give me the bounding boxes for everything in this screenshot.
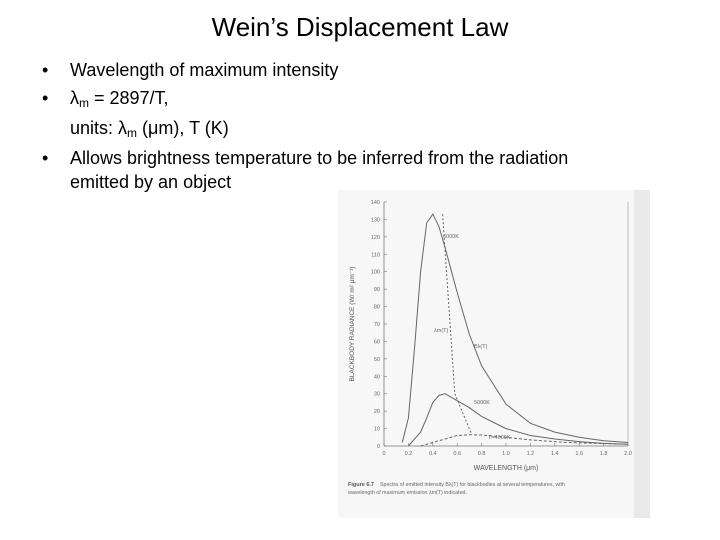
x-tick-label: 0.8 (477, 451, 486, 457)
caption-line1: Spectra of emitted intensity Bλ(T) for blackbodies at several temperatures, with (380, 482, 565, 488)
blackbody-plot (338, 190, 650, 518)
bullet-wien-formula (70, 86, 670, 115)
x-tick-label: 1.8 (599, 451, 608, 457)
x-tick-label: 1.4 (550, 451, 559, 457)
y-tick-label: 50 (373, 356, 380, 363)
y-tick-label: 130 (370, 217, 380, 224)
x-tick-label: 1.0 (502, 451, 510, 457)
x-tick-label: 0.6 (453, 451, 462, 457)
y-tick-label: 10 (373, 426, 380, 433)
y-tick-label: 60 (373, 339, 380, 346)
x-tick-label: 2.0 (624, 451, 632, 457)
bullet-marker: • (42, 88, 49, 108)
slide-title: Wein’s Displacement Law (211, 12, 509, 42)
units-label: units: (70, 118, 119, 138)
label-4000k: T=4000K (488, 435, 511, 441)
bullet-marker: • (42, 60, 49, 80)
y-axis-label: BLACKBODY RADIANCE (W/ m² μm⁻¹) (349, 266, 356, 382)
units-line (70, 116, 670, 145)
mu-symbol: μ (148, 118, 159, 138)
y-tick-label: 70 (373, 322, 380, 328)
x-tick-label: 0.4 (428, 451, 437, 457)
bullet-brightness-line1: Allows brightness temperature to be inferred from the radiation (70, 148, 569, 168)
x-tick-label: 1.6 (575, 451, 584, 457)
y-tick-label: 80 (373, 304, 380, 311)
lambda-subscript: m (79, 96, 89, 110)
x-tick-label: 1.2 (526, 451, 535, 457)
x-tick-label: 0.2 (404, 451, 413, 457)
lambda-subscript: m (127, 126, 138, 140)
bullet-brightness-line2: emitted by an object (70, 172, 232, 192)
y-tick-label: 100 (370, 269, 380, 276)
y-tick-label: 40 (373, 374, 380, 381)
y-tick-label: 140 (370, 200, 380, 206)
blackbody-figure (338, 190, 650, 518)
y-tick-label: 20 (373, 409, 380, 416)
label-6000k: 6000K (443, 234, 459, 240)
bullet-marker: • (42, 148, 49, 168)
units-paren: ( (137, 118, 149, 138)
caption-line2: wavelength of maximum emission λm(T) indicated. (348, 490, 467, 496)
y-tick-label: 120 (370, 234, 380, 241)
x-tick-label: 0 (382, 451, 386, 457)
y-tick-label: 90 (373, 287, 380, 294)
bullet-wavelength-max: Wavelength of maximum intensity (70, 60, 339, 80)
y-tick-label: 30 (373, 391, 380, 398)
formula-text: = 2897/T, (89, 88, 169, 108)
x-axis-label: WAVELENGTH (μm) (473, 465, 539, 472)
label-5000k: 5000K (474, 400, 490, 406)
lambda-symbol: λ (118, 118, 128, 138)
y-tick-label: 110 (371, 252, 380, 259)
label-b-lambda: Bλ(T) (474, 344, 488, 350)
caption-label: Figure 6.7 (348, 482, 374, 488)
y-tick-label: 0 (376, 444, 380, 450)
lambda-symbol: λ (70, 88, 79, 108)
label-lambda-m: λm(T) (434, 328, 449, 334)
units-rest: m), T (K) (158, 118, 229, 138)
